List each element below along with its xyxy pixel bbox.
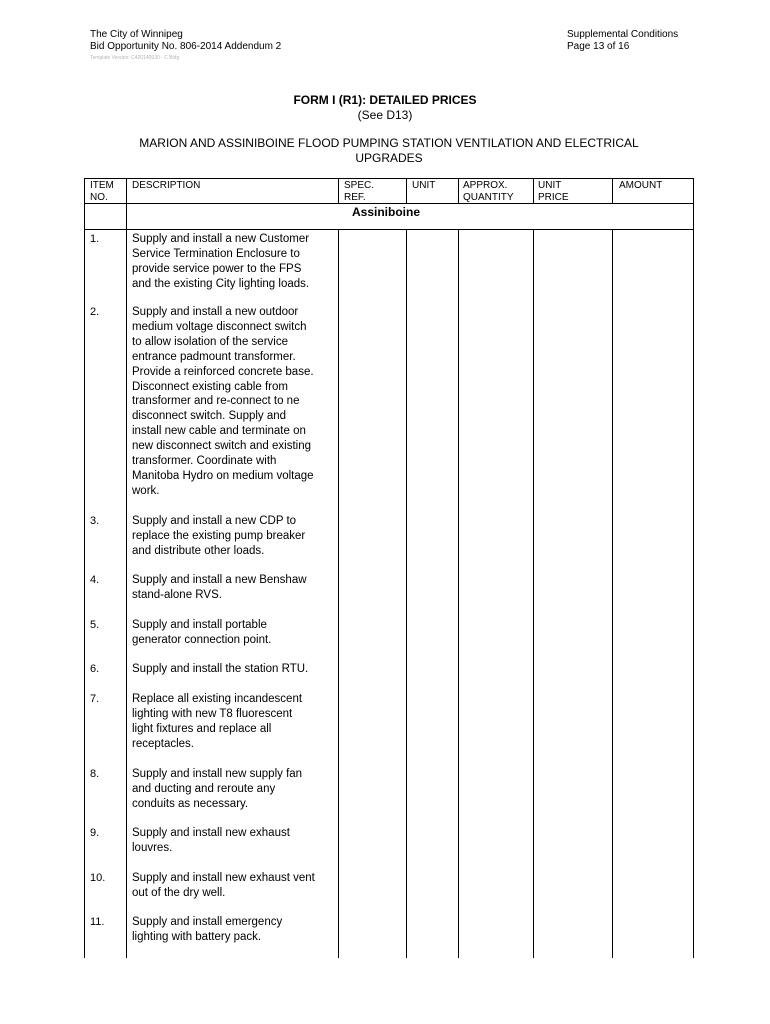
unit-qty-divider-header — [458, 178, 459, 203]
item-description-line: and ducting and reroute any — [132, 782, 276, 795]
item-number: 5. — [90, 619, 100, 631]
item-description — [132, 305, 338, 499]
item-description-line: and the existing City lighting loads. — [132, 277, 310, 290]
section-name: Supplemental Conditions — [567, 29, 679, 40]
item-number: 11. — [90, 916, 105, 928]
header-bottom-border — [84, 203, 694, 204]
item-description-line: Supply and install a new Benshaw — [132, 574, 307, 586]
item-number: 6. — [90, 663, 100, 675]
item-description-line: Service Termination Enclosure to — [132, 247, 300, 260]
city-name: The City of Winnipeg — [90, 29, 183, 40]
project-title-line-2: UPGRADES — [355, 151, 423, 165]
item-description-line: and distribute other loads. — [132, 544, 265, 557]
column-header-price-line-2: PRICE — [538, 191, 569, 203]
item-number: 10. — [90, 872, 106, 884]
column-header-price-line-1: UNIT — [538, 180, 562, 191]
item-description-line: transformer and re-connect to ne — [132, 395, 300, 408]
template-version-note: Template Version: C420140930 - C Bldg — [90, 55, 180, 61]
column-header-unit-price — [538, 180, 569, 203]
item-description — [132, 915, 338, 945]
price-amount-divider-header — [612, 178, 613, 203]
item-description — [132, 514, 338, 559]
item-description-line: Supply and install a new CDP to — [132, 515, 297, 527]
column-header-item-no — [90, 180, 114, 203]
item-description — [132, 826, 338, 856]
item-description-line: stand-alone RVS. — [132, 588, 222, 601]
section-heading: Assiniboine — [351, 205, 420, 219]
item-description-line: Supply and install new supply fan — [132, 768, 303, 780]
item-description — [132, 662, 338, 677]
item-number: 7. — [90, 693, 100, 705]
column-header-qty-line-2: QUANTITY — [463, 191, 514, 203]
project-title — [110, 136, 668, 166]
spec-unit-divider — [406, 229, 407, 958]
item-description-line: receptacles. — [132, 737, 195, 750]
table-top-border — [84, 178, 694, 179]
item-description-line: lighting with new T8 fluorescent — [132, 707, 293, 720]
description-spec-divider-header — [338, 178, 339, 203]
table-left-border — [84, 178, 85, 958]
qty-price-divider — [533, 229, 534, 958]
column-header-item-line-1: ITEM — [90, 180, 114, 191]
form-subtitle: (See D13) — [357, 108, 413, 122]
column-header-amount: AMOUNT — [619, 180, 663, 191]
column-header-spec-ref — [344, 180, 374, 203]
page-number: Page 13 of 16 — [567, 41, 630, 52]
item-description-line: work. — [132, 484, 160, 497]
spec-unit-divider-header — [406, 178, 407, 203]
item-description-line: Disconnect existing cable from — [132, 380, 288, 393]
item-description-line: Provide a reinforced concrete base. — [132, 365, 314, 378]
item-description-line: disconnect switch. Supply and — [132, 410, 287, 423]
column-header-spec-line-1: SPEC. — [344, 180, 375, 191]
item-description-line: medium voltage disconnect switch — [132, 320, 307, 333]
item-description-line: transformer. Coordinate with — [132, 455, 277, 468]
item-number: 3. — [90, 515, 100, 527]
item-description — [132, 767, 338, 812]
item-number: 9. — [90, 827, 100, 839]
item-description-line: install new cable and terminate on — [132, 425, 306, 438]
item-description — [132, 618, 338, 648]
item-description-line: entrance padmount transformer. — [132, 350, 296, 363]
item-description-line: Supply and install portable — [132, 619, 267, 631]
item-description-line: out of the dry well. — [132, 886, 226, 899]
item-description-line: Replace all existing incandescent — [132, 693, 303, 705]
form-title: FORM I (R1): DETAILED PRICES — [293, 93, 477, 107]
item-description-line: Supply and install new exhaust — [132, 827, 290, 839]
item-description-line: provide service power to the FPS — [132, 262, 302, 275]
page-header-left — [90, 29, 281, 53]
description-spec-divider — [338, 229, 339, 958]
unit-qty-divider — [458, 229, 459, 958]
item-number: 2. — [90, 306, 100, 318]
item-description-line: Supply and install a new outdoor — [132, 306, 299, 318]
item-description-line: Supply and install the station RTU. — [132, 663, 309, 675]
item-description-line: Supply and install emergency — [132, 916, 283, 928]
column-header-qty-line-1: APPROX. — [463, 180, 508, 191]
qty-price-divider-header — [533, 178, 534, 203]
table-right-border — [693, 178, 694, 958]
project-title-line-1: MARION AND ASSINIBOINE FLOOD PUMPING STATION VENTILATION AND ELECTRICAL — [139, 136, 639, 150]
item-description-line: Supply and install a new Customer — [132, 233, 310, 245]
item-description — [132, 871, 338, 901]
item-description-divider — [126, 178, 127, 958]
item-description-line: Manitoba Hydro on medium voltage — [132, 469, 314, 482]
item-description-line: light fixtures and replace all — [132, 722, 272, 735]
item-description-line: Supply and install new exhaust vent — [132, 872, 315, 884]
item-description-line: new disconnect switch and existing — [132, 440, 311, 453]
column-header-item-line-2: NO. — [90, 191, 108, 203]
column-header-approx-quantity — [463, 180, 514, 203]
item-description-line: to allow isolation of the service — [132, 335, 288, 348]
item-description — [132, 692, 338, 752]
item-number: 1. — [90, 233, 100, 245]
column-header-unit: UNIT — [412, 180, 436, 191]
item-description — [132, 573, 338, 603]
item-description-line: conduits as necessary. — [132, 797, 249, 810]
item-description-line: replace the existing pump breaker — [132, 529, 306, 542]
section-bottom-border — [84, 229, 694, 230]
item-description — [132, 232, 338, 292]
price-amount-divider — [612, 229, 613, 958]
column-header-description: DESCRIPTION — [132, 180, 201, 191]
bid-opportunity-number: Bid Opportunity No. 806-2014 Addendum 2 — [90, 41, 282, 52]
item-number: 8. — [90, 768, 100, 780]
item-description-line: generator connection point. — [132, 633, 272, 646]
item-number: 4. — [90, 574, 100, 586]
column-header-spec-line-2: REF. — [344, 191, 366, 203]
item-description-line: lighting with battery pack. — [132, 930, 262, 943]
item-description-line: louvres. — [132, 841, 173, 854]
page-header-right — [567, 29, 678, 53]
